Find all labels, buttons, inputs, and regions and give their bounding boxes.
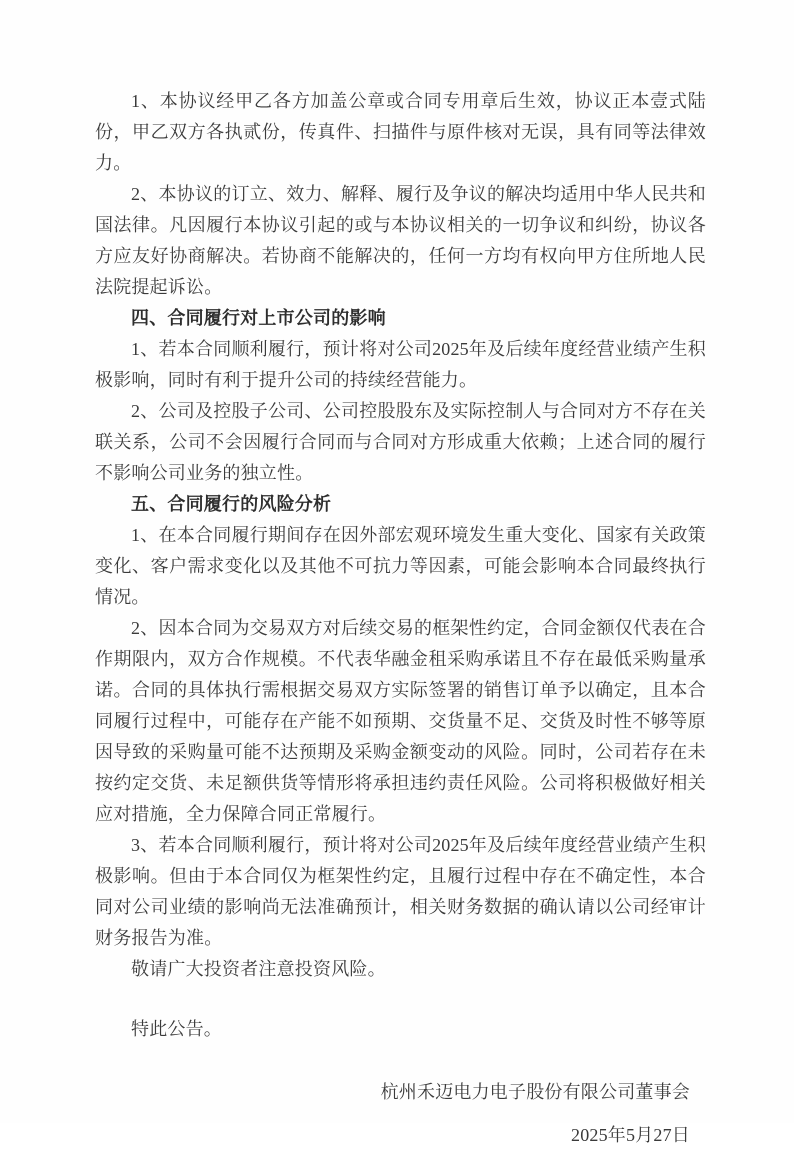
closing-statement: 特此公告。 [131, 1019, 222, 1039]
impact-paragraph-2: 2、公司及控股子公司、公司控股股东及实际控制人与合同对方不存在关联关系，公司不会因履行合同而与合同对方形成重大依赖；上述合同的履行不影响公司业务的独立性。 [95, 401, 706, 483]
section-heading-risk: 五、合同履行的风险分析 [131, 494, 332, 514]
investor-risk-notice: 敬请广大投资者注意投资风险。 [131, 959, 386, 979]
agreement-clause-1: 1、本协议经甲乙各方加盖公章或合同专用章后生效，协议正本壹式陆份，甲乙双方各执贰份，传真件、扫描件与原件核对无误，具有同等法律效力。 [95, 91, 706, 173]
signature-date: 2025年5月27日 [571, 1125, 690, 1145]
risk-paragraph-3: 3、若本合同顺利履行，预计将对公司2025年及后续年度经营业绩产生积极影响。但由于本合同仅为框架性约定，且履行过程中存在不确定性，本合同对公司业绩的影响尚无法准确预计，相关财务数据的确认请以公司经审计财务报告为准。 [95, 835, 706, 948]
signature-company: 杭州禾迈电力电子股份有限公司董事会 [380, 1082, 690, 1102]
section-heading-impact: 四、合同履行对上市公司的影响 [131, 308, 386, 328]
document-body [95, 86, 706, 1151]
risk-paragraph-1: 1、在本合同履行期间存在因外部宏观环境发生重大变化、国家有关政策变化、客户需求变化以及其他不可抗力等因素，可能会影响本合同最终执行情况。 [95, 525, 706, 607]
agreement-clause-2: 2、本协议的订立、效力、解释、履行及争议的解决均适用中华人民共和国法律。凡因履行本协议引起的或与本协议相关的一切争议和纠纷，协议各方应友好协商解决。若协商不能解决的，任何一方均有权向甲方住所地人民法院提起诉讼。 [95, 184, 706, 297]
impact-paragraph-1: 1、若本合同顺利履行，预计将对公司2025年及后续年度经营业绩产生积极影响，同时有利于提升公司的持续经营能力。 [95, 339, 706, 390]
risk-paragraph-2: 2、因本合同为交易双方对后续交易的框架性约定，合同金额仅代表在合作期限内，双方合作规模。不代表华融金租采购承诺且不存在最低采购量承诺。合同的具体执行需根据交易双方实际签署的销售订单予以确定，且本合同履行过程中，可能存在产能不如预期、交货量不足、交货及时性不够等原因导致的采购量可能不达预期及采购金额变动的风险。同时，公司若存在未按约定交货、未足额供货等情形将承担违约责任风险。公司将积极做好相关应对措施，全力保障合同正常履行。 [95, 618, 706, 824]
